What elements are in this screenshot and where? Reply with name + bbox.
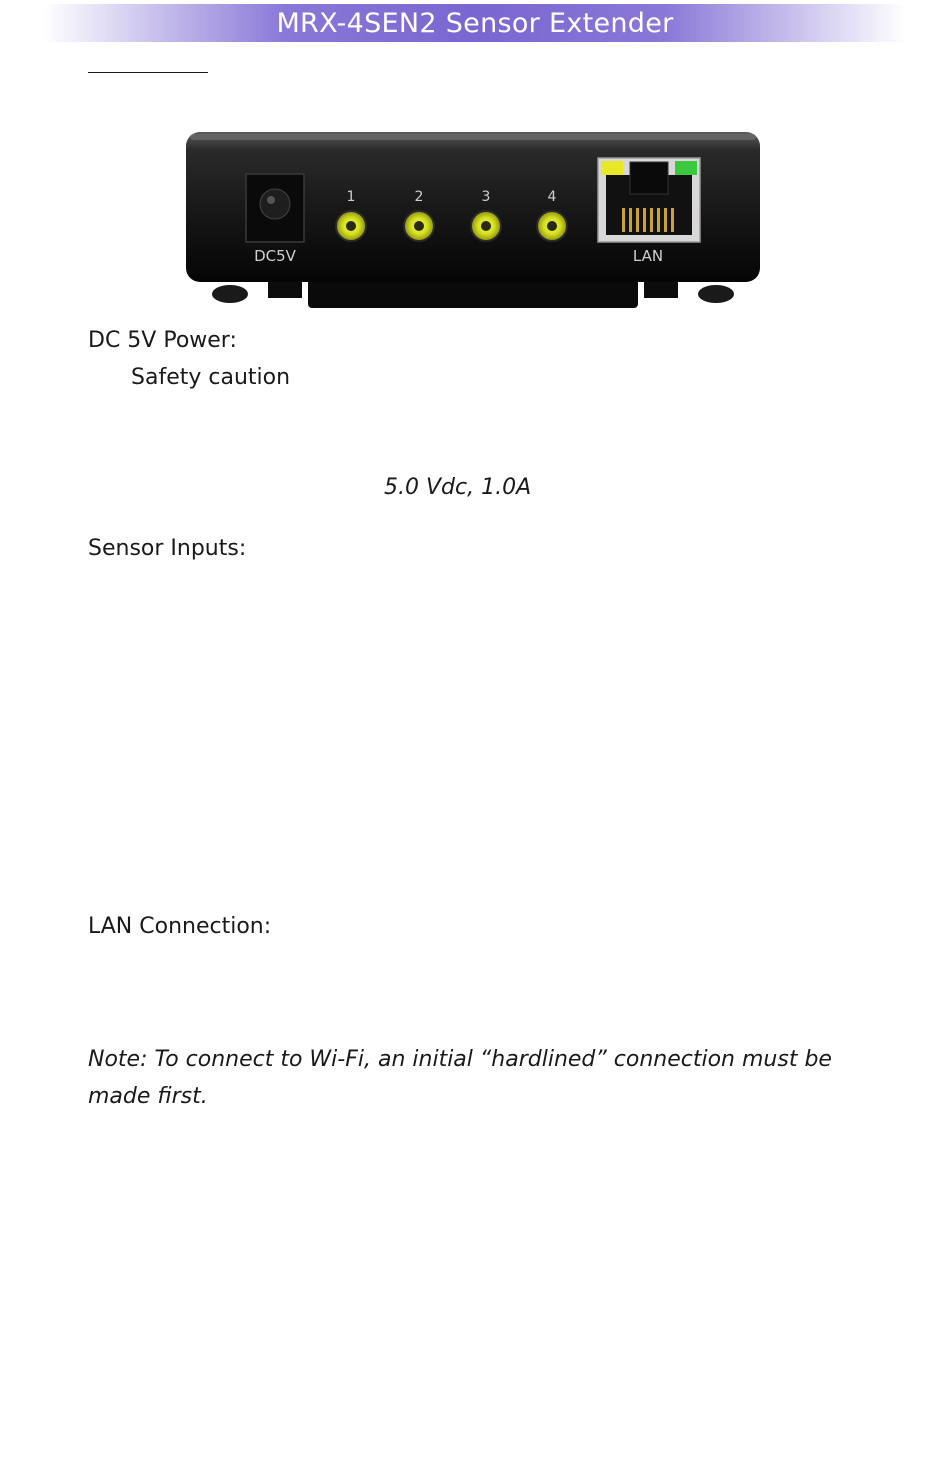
sensor-inputs-heading: Sensor Inputs: xyxy=(88,536,247,561)
lan-connection-heading: LAN Connection: xyxy=(88,914,272,939)
base-right-tab xyxy=(644,280,678,298)
sensor-port-label: 4 xyxy=(547,189,557,205)
header-bar xyxy=(44,4,906,42)
dc-jack-label: DC5V xyxy=(254,247,296,265)
sensor-port-label: 3 xyxy=(481,189,491,205)
lan-port-label: LAN xyxy=(632,247,664,265)
base-plinth xyxy=(308,278,638,308)
lan-led-left xyxy=(601,161,623,175)
title-underline xyxy=(88,72,208,73)
power-rating: 5.0 Vdc, 1.0A xyxy=(384,475,532,500)
sensor-port-label: 1 xyxy=(346,189,356,205)
lan-port xyxy=(598,158,700,242)
lan-led-right xyxy=(675,161,697,175)
power-heading: DC 5V Power: xyxy=(88,328,237,353)
base-left-tab xyxy=(268,280,302,298)
foot-left xyxy=(212,285,248,303)
sensor-port-label: 2 xyxy=(414,189,424,205)
wifi-note-line-1: Note: To connect to Wi-Fi, an initial “hardlined” connection must be xyxy=(88,1047,832,1072)
foot-right xyxy=(698,285,734,303)
page-title: MRX-4SEN2 Sensor Extender xyxy=(276,8,674,39)
wifi-note-line-2: made first. xyxy=(88,1084,208,1109)
device-front-panel-illustration xyxy=(182,128,764,310)
safety-caution-label: Safety caution xyxy=(131,365,291,390)
